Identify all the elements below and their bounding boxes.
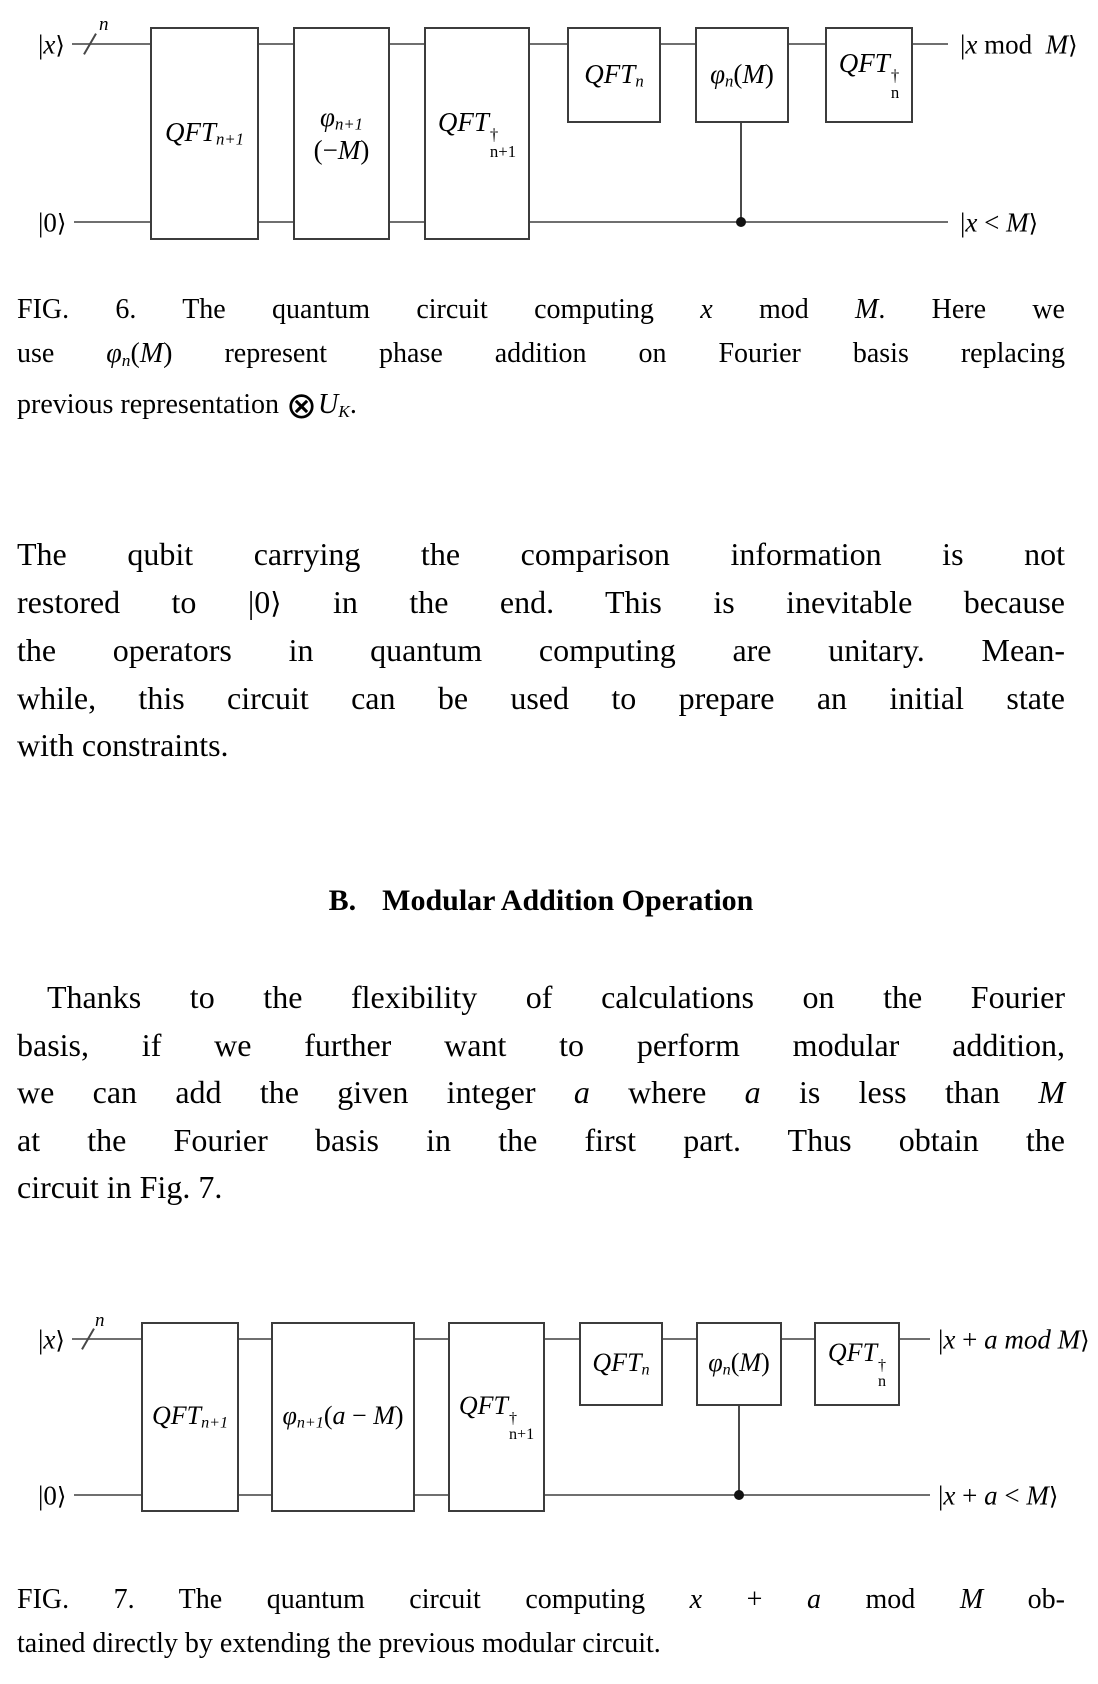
ket-output-x-less-m: |x < M⟩ [960,207,1039,238]
section-heading [17,884,1065,918]
text-line: circuit in Fig. 7. [17,1169,223,1205]
text-line: QFT † n+1 [458,1390,535,1443]
section-heading-label: B. [328,884,357,917]
ket-input-zero: |0⟩ [38,1480,67,1511]
gate-phase-minus-m [293,27,390,240]
text-line: QFT † n [838,48,900,103]
ket-input-x: |x⟩ [38,29,65,60]
text-line: QFTn+1 [164,117,245,149]
gate-qft-n-plus-1-dagger [448,1322,545,1512]
stacked-supsub: † n+1 [508,1409,535,1443]
text-line: basis, if we further want to perform modular addition, [17,1026,1065,1063]
ket-input-x: |x⟩ [38,1324,65,1355]
control-dot-icon [734,1490,744,1500]
text-line: restored to |0⟩ in the end. This is inevitable because [17,583,1066,620]
control-line [738,1406,740,1495]
ket-output-x-plus-a-mod-m: |x + a mod M⟩ [938,1324,1090,1355]
text-line: QFTn+1 [151,1401,229,1432]
text-line: tained directly by extending the previous modular circuit. [17,1628,661,1659]
stacked-supsub: † n [890,66,900,103]
stacked-supsub: † n [878,1356,887,1390]
text-line: The qubit carrying the comparison information is not [17,536,1065,572]
figure6-caption [17,288,1065,434]
gate-qft-n-dagger [814,1322,900,1406]
text-line: use φn(M) represent phase addition on Fourier basis replacing [17,338,1065,370]
gate-qft-n-dagger [825,27,913,123]
text-line: QFT † n [827,1337,887,1390]
control-line [740,123,742,222]
control-dot-icon [736,217,746,227]
text-line: previous representation ⊗UK. [17,383,357,427]
text-line: (−M) [313,134,370,165]
bundle-size-label: n [99,14,109,35]
stacked-supsub: † n+1 [489,124,517,161]
text-line: Thanks to the flexibility of calculations on the Fourier [47,979,1065,1015]
text-line: we can add the given integer a where a is less than M [17,1074,1066,1110]
ket-output-x-plus-a-less-m: |x + a < M⟩ [938,1480,1059,1511]
text-line: at the Fourier basis in the first part. Thus obtain the [17,1121,1065,1158]
text-line: φn+1(a − M) [282,1401,404,1432]
section-heading-title: Modular Addition Operation [382,884,754,917]
gate-phase-m [695,27,789,123]
gate-phase-a-minus-m [271,1322,415,1512]
text-line: with constraints. [17,727,229,763]
body-paragraph-2 [17,974,1065,1212]
gate-qft-n-plus-1 [141,1322,239,1512]
bundle-size-label: n [95,1310,105,1331]
ket-input-zero: |0⟩ [38,207,67,238]
gate-qft-n-plus-1-dagger [424,27,530,240]
text-line: QFTn [584,58,644,91]
text-line: FIG. 7. The quantum circuit computing x + a mod M ob- [17,1584,1066,1615]
text-line: φn(M) [708,1348,770,1379]
text-line: the operators in quantum computing are unitary. Mean- [17,632,1065,668]
text-line: FIG. 6. The quantum circuit computing x mod M. Here we [17,294,1065,325]
gate-qft-n [567,27,661,123]
text-line: QFTn [592,1348,650,1379]
figure7-caption [17,1578,1065,1666]
body-paragraph-1 [17,531,1065,770]
gate-phase-m [696,1322,782,1406]
text-line: QFT † n+1 [437,106,517,161]
text-line: φn+1 [320,102,363,134]
text-line: φn(M) [710,58,774,91]
ket-output-x-mod-m: |x mod M⟩ [960,29,1078,60]
gate-qft-n [579,1322,663,1406]
gate-qft-n-plus-1 [150,27,259,240]
text-line: while, this circuit can be used to prepare an initial state [17,679,1065,716]
